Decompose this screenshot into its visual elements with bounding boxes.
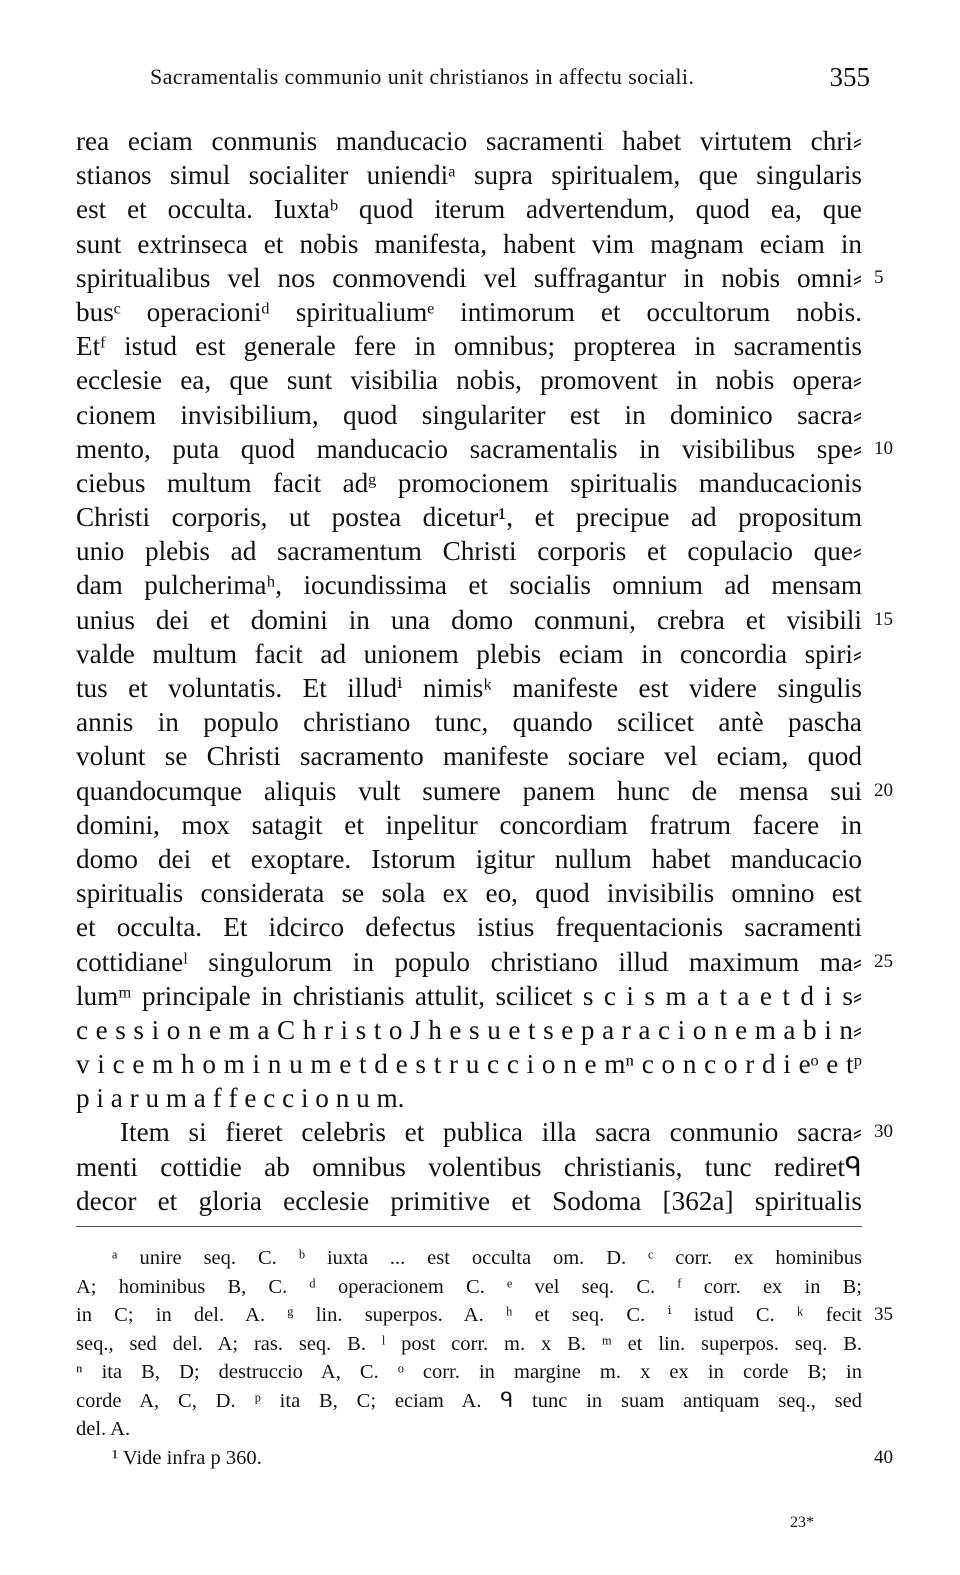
text-line: [76, 945, 893, 979]
text-line: [76, 979, 862, 1013]
text-line-text: decor et gloria ecclesie primitive et Sodoma [362a] spiritualis: [76, 1185, 862, 1216]
text-line-text: spiritualis considerata se sola ex eo, quod invisibilis omnino est: [76, 878, 862, 909]
text-line-text: volunt se Christi sacramento manifeste sociare vel eciam, quod: [76, 741, 862, 772]
text-line-text: v i c e m h o m i n u m e t d e s t r u c c i o n e mⁿ c o n c o r d i eᵒ e tᵖ: [76, 1049, 862, 1080]
text-line: [76, 603, 893, 637]
note-line-text: ⁿ ita B, D; destruccio A, C. ᵒ corr. in margine m. x ex in corde B; in: [76, 1361, 862, 1383]
text-line: [76, 398, 862, 432]
text-line: [76, 568, 862, 602]
text-line: [76, 671, 862, 705]
page-number: 355: [829, 62, 870, 92]
note-line-text: del. A.: [76, 1418, 131, 1440]
apparatus-notes: [76, 1244, 893, 1472]
note-line: [76, 1244, 862, 1273]
footnote-rule: [76, 1226, 862, 1227]
text-line: [76, 1013, 862, 1047]
text-line: [76, 1081, 862, 1115]
note-line: [76, 1415, 862, 1444]
text-line-text: est et occulta. Iuxtaᵇ quod iterum advertendum, quod ea, que: [76, 194, 862, 225]
note-line: [76, 1387, 862, 1416]
text-line: [76, 808, 862, 842]
text-line: [76, 227, 862, 261]
line-number: 30: [874, 1121, 893, 1143]
text-line: [76, 500, 862, 534]
note-line: [76, 1444, 893, 1473]
text-line: [76, 1184, 862, 1218]
text-line-text: dam pulcherimaʰ, iocundissima et socialis omnium ad mensam: [76, 570, 862, 601]
line-number: 10: [874, 437, 893, 459]
text-line-text: sunt extrinseca et nobis manifesta, habent vim magnam eciam in: [76, 228, 862, 259]
text-line-text: Etᶠ istud est generale fere in omnibus; propterea in sacramentis: [76, 331, 862, 362]
text-line-text: valde multum facit ad unionem plebis eciam in concordia spiri⸗: [76, 638, 862, 669]
text-line-text: unius dei et domini in una domo conmuni, crebra et visibili: [76, 604, 862, 635]
text-line: [76, 158, 862, 192]
text-line: [76, 534, 862, 568]
text-line: [76, 876, 862, 910]
text-line: [76, 261, 884, 295]
note-line-text: A; hominibus B, C. ᵈ operacionem C. ᵉ vel seq. C. ᶠ corr. ex in B;: [76, 1275, 862, 1298]
text-line: [76, 363, 862, 397]
text-line: [76, 705, 862, 739]
text-line-text: Christi corporis, ut postea dicetur¹, et precipue ad propositum: [76, 502, 862, 533]
page-header: [150, 62, 870, 98]
main-text: [76, 124, 893, 1218]
note-line-text: seq., sed del. A; ras. seq. B. ˡ post corr. m. x B. ᵐ et lin. superpos. seq. B.: [76, 1332, 862, 1355]
text-line-text: menti cottidie ab omnibus volentibus christianis, tunc rediretᑫ: [76, 1151, 862, 1182]
line-number: 40: [874, 1446, 893, 1468]
text-line: [76, 1047, 862, 1081]
note-line-text: ¹ Vide infra p 360.: [112, 1446, 262, 1469]
text-line: [76, 192, 862, 226]
note-line-text: in C; in del. A. ᵍ lin. superpos. A. ʰ et seq. C. ⁱ istud C. ᵏ fecit: [76, 1304, 862, 1326]
note-line-text: corde A, C, D. ᵖ ita B, C; eciam A. ᑫ tunc in suam antiquam seq., sed: [76, 1389, 862, 1412]
text-line-text: domini, mox satagit et inpelitur concordiam fratrum facere in: [76, 809, 862, 840]
text-line: [76, 124, 862, 158]
text-line-text: busᶜ operacioniᵈ spiritualiumᵉ intimorum et occultorum nobis.: [76, 296, 862, 327]
text-line-text: spiritualibus vel nos conmovendi vel suffragantur in nobis omni⸗: [76, 262, 862, 293]
line-number: 15: [874, 608, 893, 630]
text-line-text: cottidianeˡ singulorum in populo christiano illud maximum ma⸗: [76, 946, 862, 977]
text-line: [76, 739, 862, 773]
text-line-text: tus et voluntatis. Et illudⁱ nimisᵏ manifeste est videre singulis: [76, 673, 862, 703]
text-line-text: unio plebis ad sacramentum Christi corporis et copulacio que⸗: [76, 536, 862, 567]
text-line: [76, 910, 862, 944]
text-line: [76, 1115, 893, 1149]
text-line: [76, 329, 862, 363]
text-line-text: annis in populo christiano tunc, quando scilicet antè pascha: [76, 707, 862, 738]
text-line: [76, 432, 893, 466]
note-line: [76, 1301, 893, 1330]
text-line: [76, 774, 893, 808]
text-line-text: ciebus multum facit adᵍ promocionem spiritualis manducacionis: [76, 467, 862, 498]
text-line-text: stianos simul socialiter uniendiᵃ supra spiritualem, que singularis: [76, 160, 862, 191]
text-line: [76, 637, 862, 671]
signature-mark: 23*: [790, 1514, 814, 1531]
note-line: [76, 1273, 862, 1302]
text-line-text: quandocumque aliquis vult sumere panem hunc de mensa sui: [76, 775, 862, 806]
text-line-text: cionem invisibilium, quod singulariter est in dominico sacra⸗: [76, 399, 862, 430]
text-line-text: domo dei et exoptare. Istorum igitur nullum habet manducacio: [76, 843, 862, 874]
note-line: [76, 1358, 862, 1387]
line-number: 5: [874, 266, 884, 288]
text-line-text: mento, puta quod manducacio sacramentalis in visibilibus spe⸗: [76, 433, 862, 464]
text-line-text: p i a r u m a f f e c c i o n u m.: [76, 1083, 405, 1114]
text-line-text: lumᵐ principale in christianis attulit, scilicet s c i s m a t a e t d i s⸗: [76, 980, 862, 1011]
text-line-text: ecclesie ea, que sunt visibilia nobis, promovent in nobis opera⸗: [76, 365, 862, 396]
running-head: Sacramentalis communio unit christianos in affectu sociali.: [150, 64, 695, 89]
line-number: 20: [874, 779, 893, 801]
text-line: [76, 295, 862, 329]
note-line: [76, 1330, 862, 1359]
line-number: 25: [874, 950, 893, 972]
text-line-text: et occulta. Et idcirco defectus istius frequentacionis sacramenti: [76, 912, 862, 943]
text-line: [76, 1150, 862, 1184]
text-line-text: rea eciam conmunis manducacio sacramenti habet virtutem chri⸗: [76, 126, 862, 156]
text-line-text: Item si fieret celebris et publica illa sacra conmunio sacra⸗: [120, 1117, 862, 1148]
line-number: 35: [874, 1304, 893, 1325]
text-line: [76, 842, 862, 876]
text-line-text: c e s s i o n e m a C h r i s t o J h e s u e t s e p a r a c i o n e m a b i n⸗: [76, 1014, 862, 1045]
note-line-text: ᵃ unire seq. C. ᵇ iuxta ... est occulta om. D. ᶜ corr. ex hominibus: [112, 1247, 862, 1269]
text-line: [76, 466, 862, 500]
